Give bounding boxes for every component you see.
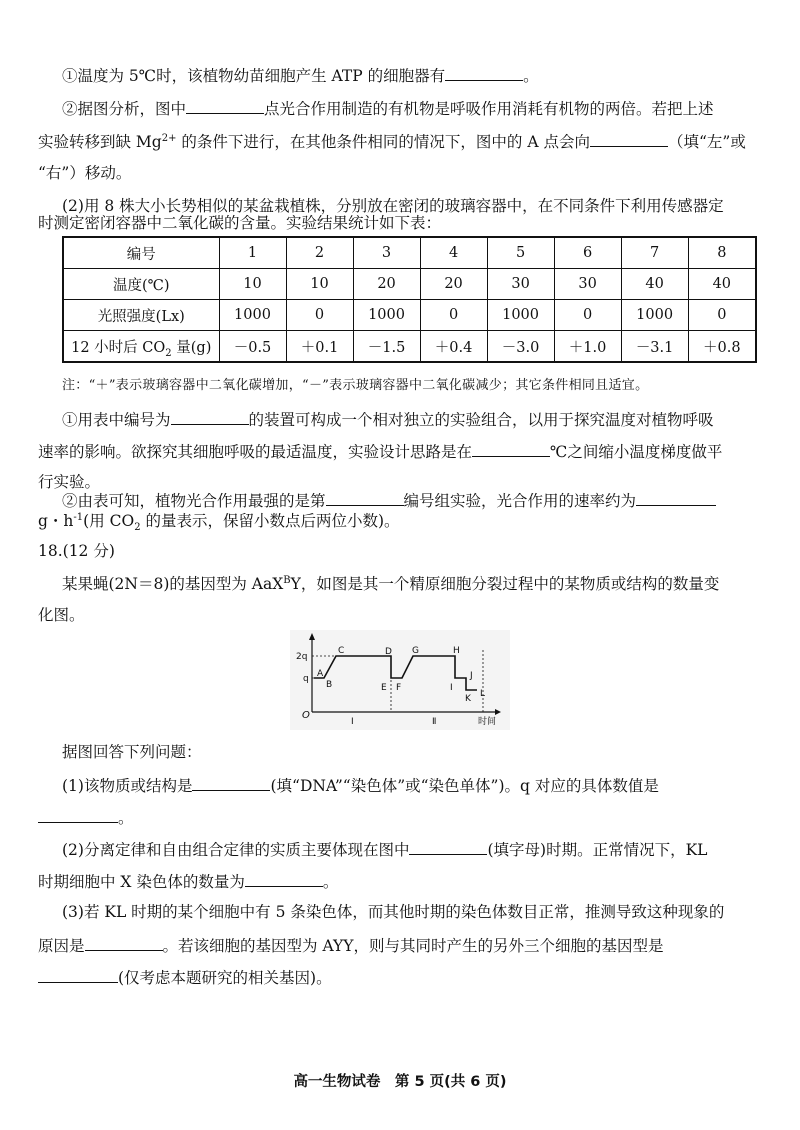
q1-line-2: ②据图分析，图中 点光合作用制造的有机物是呼吸作用消耗有机物的两倍。若把上述	[62, 97, 714, 119]
table-row: 12 小时后 $CO_2$ 量(g) －0.5 ＋0.1 －1.5 ＋0.4 －3.0 ＋1.0 －3.1 ＋0.8	[63, 331, 756, 363]
q18-part3-line1: (3)若 KL 时期的某个细胞中有 5 条染色体，而其他时期的染色体数目正常，推测导致这种现象的	[62, 903, 725, 921]
chromosome-count-graph	[290, 630, 510, 730]
q2-sub1-line1: ①用表中编号为 的装置可构成一个相对独立的实验组合，以用于探究温度对植物呼吸	[62, 408, 714, 430]
answer-blank[interactable]	[192, 774, 270, 791]
table-row: 温度(℃) 10 10 20 20 30 30 40 40	[63, 269, 756, 300]
q2-intro-2: 时测定密闭容器中二氧化碳的含量。实验结果统计如下表：	[38, 214, 442, 232]
q2-intro-1: (2)用 8 株大小长势相似的某盆栽植株，分别放在密闭的玻璃容器中，在不同条件下利用传感器定	[62, 197, 724, 215]
table-note: 注：“＋”表示玻璃容器中二氧化碳增加，“－”表示玻璃容器中二氧化碳减少；其它条件相同且适宜。	[62, 378, 649, 393]
point-label: A	[317, 669, 324, 679]
answer-blank[interactable]	[445, 64, 523, 81]
answer-blank[interactable]	[326, 489, 404, 506]
answer-blank[interactable]	[590, 130, 668, 147]
q18-part3-line2: 原因是 。若该细胞的基因型为 AYY，则与其同时产生的另外三个细胞的基因型是	[38, 934, 663, 956]
q18-part3-line3: (仅考虑本题研究的相关基因)。	[38, 966, 332, 988]
q1-line-4: “右”）移动。	[38, 164, 132, 182]
answer-blank[interactable]	[409, 838, 487, 855]
answer-blank[interactable]	[472, 440, 550, 457]
q2-sub2-line1: ②由表可知，植物光合作用最强的是第 编号组实验，光合作用的速率约为	[62, 489, 716, 511]
table-row: 编号 1 2 3 4 5 6 7 8	[63, 237, 756, 269]
table-row-label: 编号	[63, 237, 219, 269]
q18-part1-line2: 。	[38, 806, 134, 828]
answer-blank[interactable]	[38, 966, 118, 983]
q1-text: ①温度为 5℃时，该植物幼苗细胞产生 ATP 的细胞器有	[62, 67, 446, 85]
x-axis-label: 时间	[478, 717, 497, 727]
q1-line-3: 实验转移到缺 $Mg^{2+}$ 的条件下进行，在其他条件相同的情况下，图中的 A 点会向 （填“左”或	[38, 130, 746, 152]
point-label: E	[381, 683, 387, 693]
q18-part1-line1: (1)该物质或结构是 (填“DNA”“染色体”或“染色单体”)。q 对应的具体数值是	[62, 774, 659, 796]
q18-intro-1: 某果蝇(2N＝8)的基因型为 AaX$^B$Y，如图是其一个精原细胞分裂过程中的某物质或结构的数量变	[62, 574, 720, 593]
q18-heading: 18.(12 分)	[38, 542, 115, 560]
point-label: D	[385, 647, 392, 657]
point-label: L	[480, 689, 486, 699]
q18-ask: 据图回答下列问题：	[62, 743, 202, 761]
answer-blank[interactable]	[636, 489, 716, 506]
q2-sub1-line2: 速率的影响。欲探究其细胞呼吸的最适温度，实验设计思路是在 ℃之间缩小温度梯度做平	[38, 440, 722, 462]
table-row-label: 12 小时后 $CO_2$ 量(g)	[63, 331, 219, 363]
point-label: B	[326, 680, 333, 690]
answer-blank[interactable]	[245, 870, 323, 887]
page-footer: 高一生物试卷 第 5 页(共 6 页)	[293, 1074, 507, 1090]
point-label: K	[465, 694, 471, 704]
point-label: C	[338, 646, 345, 656]
y-label-origin: O	[302, 710, 310, 721]
table-row: 光照强度(Lx) 1000 0 1000 0 1000 0 1000 0	[63, 300, 756, 331]
answer-blank[interactable]	[186, 97, 264, 114]
table-row-label: 光照强度(Lx)	[63, 300, 219, 331]
y-label-q: q	[303, 674, 309, 684]
stage-label: Ⅰ	[351, 717, 354, 727]
q1-line-1: ①温度为 5℃时，该植物幼苗细胞产生 ATP 的细胞器有 。	[62, 64, 539, 86]
point-label: H	[453, 646, 460, 656]
answer-blank[interactable]	[38, 806, 118, 823]
q2-sub1-line3: 行实验。	[38, 473, 101, 491]
q18-part2-line1: (2)分离定律和自由组合定律的实质主要体现在图中 (填字母)时期。正常情况下，KL	[62, 838, 707, 860]
point-label: I	[450, 683, 453, 693]
stage-label: Ⅱ	[432, 717, 437, 727]
q2-sub2-line2: g・$h^{-1}$(用 $CO_2$ 的量表示，保留小数点后两位小数)。	[38, 511, 400, 534]
point-label: F	[396, 683, 402, 693]
answer-blank[interactable]	[171, 408, 249, 425]
answer-blank[interactable]	[85, 934, 163, 951]
experiment-table	[62, 236, 757, 363]
y-label-2q: 2q	[296, 652, 308, 662]
q18-intro-2: 化图。	[38, 606, 85, 624]
table-row-label: 温度(℃)	[63, 269, 219, 300]
point-label: G	[412, 646, 419, 656]
q18-part2-line2: 时期细胞中 X 染色体的数量为 。	[38, 870, 338, 892]
point-label: J	[470, 671, 473, 681]
